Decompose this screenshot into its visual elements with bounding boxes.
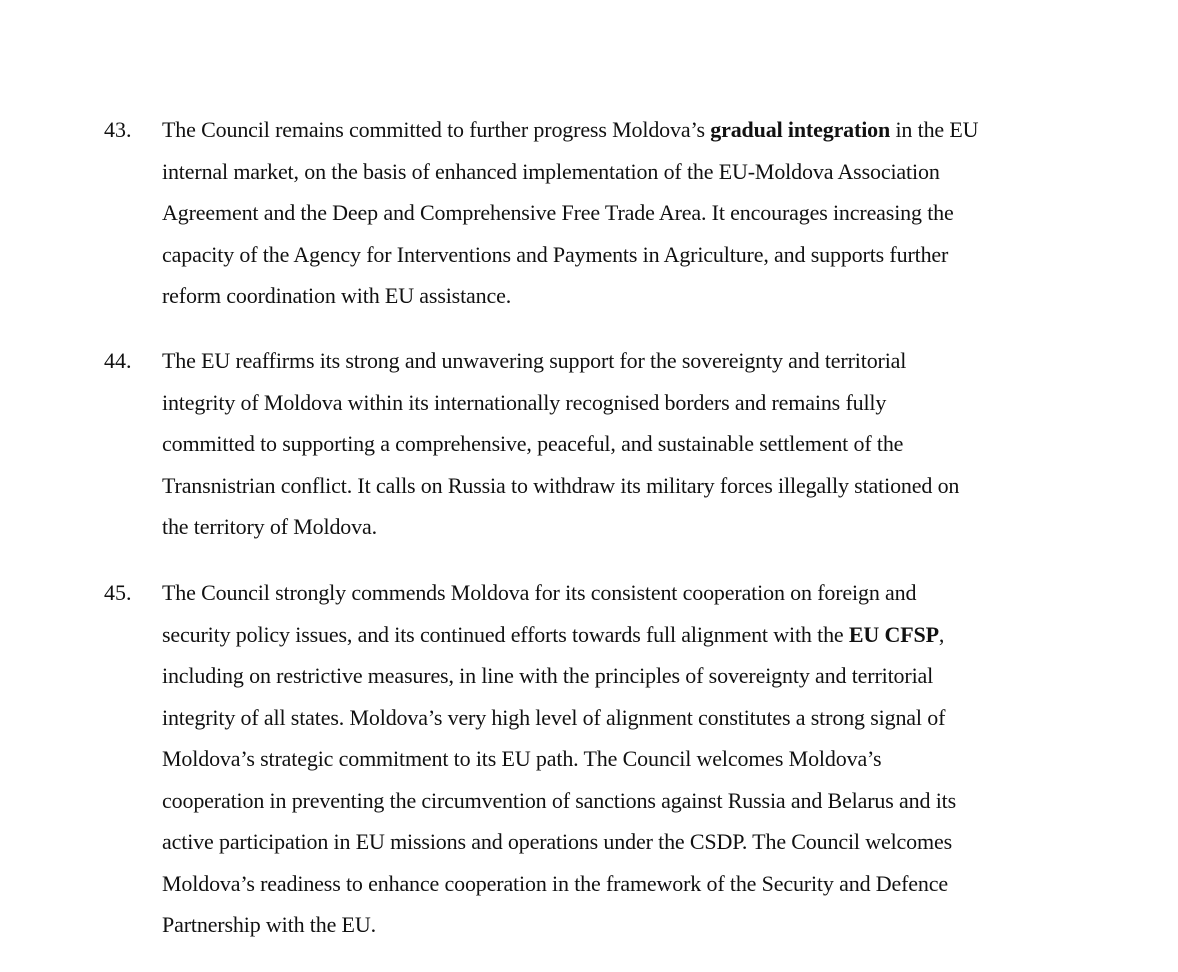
text-line <box>162 821 952 863</box>
text-run: integrity of all states. Moldova’s very high level of alignment constitutes a strong signal of <box>162 704 946 730</box>
bold-text: EU CFSP <box>848 621 939 647</box>
text-run: capacity of the Agency for Interventions and Payments in Agriculture, and supports further <box>162 241 949 267</box>
text-run: committed to supporting a comprehensive, peaceful, and sustainable settlement of the <box>162 431 904 456</box>
text-line <box>162 275 511 317</box>
text-line <box>162 655 933 697</box>
text-line <box>162 109 978 151</box>
text-line <box>162 697 945 739</box>
text-run: in the EU <box>890 117 979 142</box>
paragraph-number: 45. <box>104 580 132 605</box>
text-run: The EU reaffirms its strong and unwavering support for the sovereignty and territorial <box>162 348 907 373</box>
text-line <box>162 465 959 507</box>
bold-text: gradual integration <box>710 117 891 142</box>
text-run: cooperation in preventing the circumvention of sanctions against Russia and Belarus and its <box>162 787 957 813</box>
text-run: Agreement and the Deep and Comprehensive Free Trade Area. It encourages increasing the <box>162 200 954 225</box>
paragraph-number: 43. <box>104 117 132 142</box>
text-run: , <box>938 621 945 647</box>
text-run: security policy issues, and its continued efforts towards full alignment with the <box>162 621 849 647</box>
text-run: internal market, on the basis of enhanced implementation of the EU-Moldova Association <box>162 158 940 184</box>
text-run: including on restrictive measures, in line with the principles of sovereignty and territorial <box>162 663 934 688</box>
text-line <box>162 423 903 465</box>
text-run: The Council remains committed to further progress Moldova’s <box>162 117 711 142</box>
text-line <box>162 192 954 234</box>
text-line <box>162 234 948 276</box>
text-line <box>162 340 906 382</box>
text-line <box>162 614 944 656</box>
text-run: Partnership with the EU. <box>162 912 376 937</box>
text-line <box>162 506 377 548</box>
text-run: Moldova’s strategic commitment to its EU path. The Council welcomes Moldova’s <box>162 746 882 771</box>
text-run: integrity of Moldova within its internationally recognised borders and remains fully <box>162 389 887 415</box>
text-run: reform coordination with EU assistance. <box>162 283 512 308</box>
text-line <box>162 572 916 614</box>
text-run: active participation in EU missions and operations under the CSDP. The Council welcomes <box>162 829 953 854</box>
paragraph-number: 44. <box>104 348 132 373</box>
text-line <box>162 151 940 193</box>
text-line <box>162 780 956 822</box>
text-run: Transnistrian conflict. It calls on Russia to withdraw its military forces illegally stationed on <box>162 472 960 498</box>
text-run: Moldova’s readiness to enhance cooperation in the framework of the Security and Defence <box>162 870 948 896</box>
text-line <box>162 904 376 946</box>
text-run: the territory of Moldova. <box>162 514 377 539</box>
text-run: The Council strongly commends Moldova for its consistent cooperation on foreign and <box>162 580 917 605</box>
text-line <box>162 382 886 424</box>
text-line <box>162 738 881 780</box>
text-line <box>162 863 948 905</box>
